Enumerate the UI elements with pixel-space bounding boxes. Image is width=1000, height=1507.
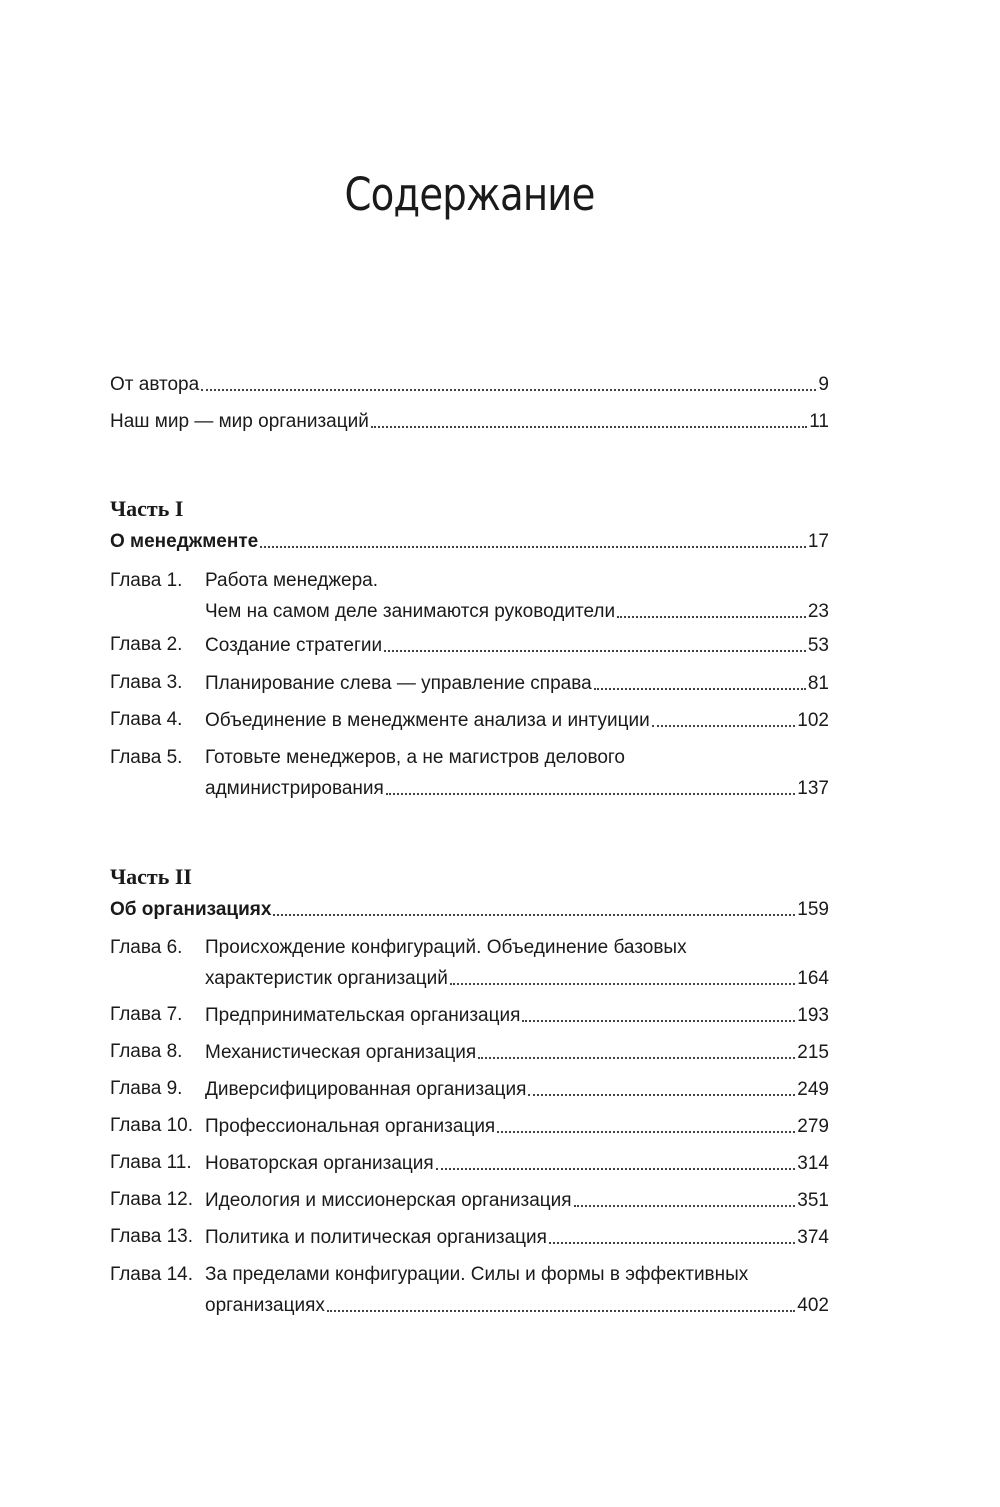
toc-page-number: 249 xyxy=(797,1079,829,1100)
toc-entry-chapter-11[interactable] xyxy=(205,1149,829,1175)
toc-page-number: 193 xyxy=(797,1005,829,1026)
dot-leader xyxy=(260,546,806,548)
chapter-title: Предпринимательская организация xyxy=(205,1005,521,1026)
dot-leader xyxy=(386,793,796,795)
dot-leader xyxy=(450,983,795,985)
dot-leader xyxy=(201,389,816,391)
chapter-title: администрирования xyxy=(205,778,384,799)
chapter-label: Глава 10. xyxy=(110,1115,194,1136)
toc-entry-text: Наш мир — мир организаций xyxy=(110,411,369,432)
toc-entry-text: От автора xyxy=(110,374,200,395)
chapter-label: Глава 9. xyxy=(110,1078,183,1099)
chapter-title: Профессиональная организация xyxy=(205,1116,496,1137)
dot-leader xyxy=(652,725,796,727)
dot-leader xyxy=(549,1242,795,1244)
dot-leader xyxy=(574,1205,796,1207)
chapter-title: Чем на самом деле занимаются руководители xyxy=(205,601,616,622)
toc-entry-chapter-9[interactable] xyxy=(205,1075,829,1101)
chapter-label: Глава 6. xyxy=(110,937,183,958)
toc-entry-chapter-4[interactable] xyxy=(205,706,829,732)
part-label: Часть II xyxy=(110,864,192,889)
chapter-label: Глава 3. xyxy=(110,672,183,693)
part-title: О менеджменте xyxy=(110,531,259,552)
toc-page-number: 159 xyxy=(797,899,829,920)
chapter-title: Идеология и миссионерская организация xyxy=(205,1190,572,1211)
chapter-title-line1: Происхождение конфигураций. Объединение базовых xyxy=(205,937,687,958)
chapter-label: Глава 4. xyxy=(110,709,183,730)
dot-leader xyxy=(371,426,807,428)
part-title: Об организациях xyxy=(110,899,272,920)
toc-page-number: 17 xyxy=(807,531,829,552)
toc-entry-chapter-3[interactable] xyxy=(205,669,829,695)
chapter-title: Новаторская организация xyxy=(205,1153,434,1174)
toc-entry-chapter-8[interactable] xyxy=(205,1038,829,1064)
chapter-title: Объединение в менеджменте анализа и интуиции xyxy=(205,710,650,731)
toc-entry-chapter-12[interactable] xyxy=(205,1186,829,1212)
dot-leader xyxy=(617,616,806,618)
toc-page-number: 137 xyxy=(797,778,829,799)
toc-page-number: 402 xyxy=(797,1295,829,1316)
chapter-label: Глава 14. xyxy=(110,1264,194,1285)
toc-page-number: 279 xyxy=(797,1116,829,1137)
toc-page-number: 314 xyxy=(797,1153,829,1174)
dot-leader xyxy=(327,1310,795,1312)
chapter-label: Глава 7. xyxy=(110,1004,183,1025)
chapter-label: Глава 11. xyxy=(110,1152,192,1173)
toc-page-number: 374 xyxy=(797,1227,829,1248)
dot-leader xyxy=(522,1020,795,1022)
chapter-title: Диверсифицированная организация xyxy=(205,1079,527,1100)
chapter-title-line1: За пределами конфигурации. Силы и формы в эффективных xyxy=(205,1264,749,1285)
part-label: Часть I xyxy=(110,496,184,521)
chapter-label: Глава 2. xyxy=(110,634,183,655)
chapter-label: Глава 5. xyxy=(110,747,183,768)
toc-page-number: 81 xyxy=(807,673,829,694)
toc-page-number: 215 xyxy=(797,1042,829,1063)
dot-leader xyxy=(384,650,806,652)
page-title: Содержание xyxy=(344,168,595,221)
dot-leader xyxy=(478,1057,795,1059)
toc-entry-world[interactable] xyxy=(110,407,829,433)
chapter-label: Глава 8. xyxy=(110,1041,183,1062)
toc-entry-chapter-2[interactable] xyxy=(205,631,829,657)
chapter-title: Планирование слева — управление справа xyxy=(205,673,592,694)
toc-page xyxy=(110,0,829,1507)
toc-page-number: 11 xyxy=(809,411,829,432)
chapter-title: организациях xyxy=(205,1295,325,1316)
toc-entry-chapter-10[interactable] xyxy=(205,1112,829,1138)
chapter-label: Глава 12. xyxy=(110,1189,194,1210)
chapter-title: Создание стратегии xyxy=(205,635,383,656)
toc-entry-chapter-5[interactable] xyxy=(205,774,829,800)
toc-entry-author[interactable] xyxy=(110,370,829,396)
dot-leader xyxy=(594,688,806,690)
toc-entry-chapter-14[interactable] xyxy=(205,1291,829,1317)
chapter-title-line1: Готовьте менеджеров, а не магистров делового xyxy=(205,747,625,768)
toc-page-number: 351 xyxy=(797,1190,829,1211)
chapter-title: характеристик организаций xyxy=(205,968,448,989)
toc-page-number: 9 xyxy=(818,374,829,395)
chapter-label: Глава 13. xyxy=(110,1226,194,1247)
toc-page-number: 102 xyxy=(797,710,829,731)
dot-leader xyxy=(436,1168,796,1170)
chapter-label: Глава 1. xyxy=(110,570,183,591)
chapter-title-line1: Работа менеджера. xyxy=(205,570,379,591)
toc-page-number: 53 xyxy=(807,635,829,656)
toc-entry-chapter-1[interactable] xyxy=(205,597,829,623)
dot-leader xyxy=(497,1131,795,1133)
toc-entry-chapter-6[interactable] xyxy=(205,964,829,990)
toc-entry-part-1[interactable] xyxy=(110,527,829,553)
toc-entry-chapter-13[interactable] xyxy=(205,1223,829,1249)
chapter-title: Механистическая организация xyxy=(205,1042,477,1063)
toc-entry-chapter-7[interactable] xyxy=(205,1001,829,1027)
toc-page-number: 164 xyxy=(797,968,829,989)
toc-page-number: 23 xyxy=(807,601,829,622)
chapter-title: Политика и политическая организация xyxy=(205,1227,547,1248)
dot-leader xyxy=(273,914,795,916)
dot-leader xyxy=(528,1094,795,1096)
toc-entry-part-2[interactable] xyxy=(110,895,829,921)
